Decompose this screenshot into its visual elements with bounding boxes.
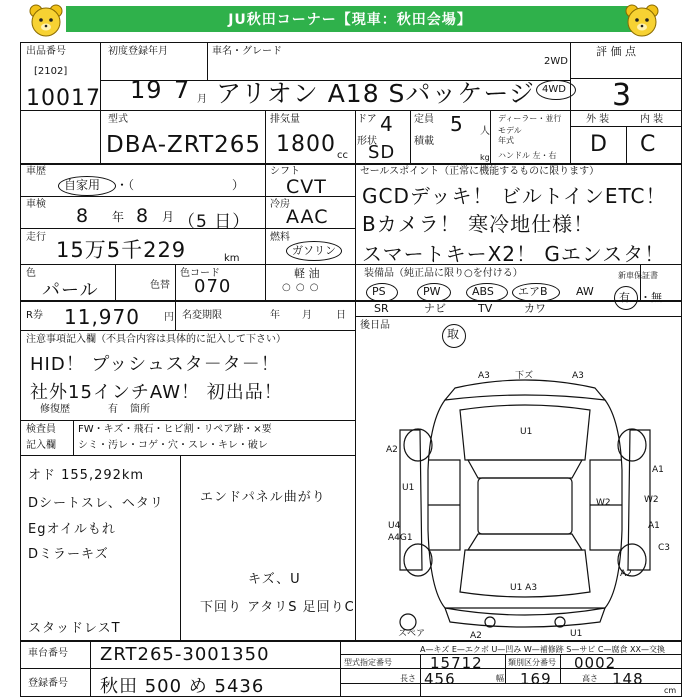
inspector-label: 検査員	[26, 424, 56, 435]
recycle-label: R券	[26, 310, 43, 321]
warranty-yes: 有	[619, 291, 630, 304]
name-change-day: 日	[336, 310, 346, 321]
first-reg-year: 19	[130, 76, 163, 104]
interior-label: 内 装	[640, 114, 664, 125]
repair-place: 箇所	[130, 404, 150, 415]
exterior-label: 外 装	[586, 114, 610, 125]
chassis-value: ZRT265-3001350	[100, 644, 270, 665]
handle-label: ハンドル 左・右	[498, 151, 557, 160]
shape-label: 形状	[357, 136, 377, 147]
equip-sr: SR	[374, 302, 389, 315]
displacement-label: 排気量	[270, 114, 300, 125]
width-label: 幅	[496, 674, 504, 683]
interior-note-1: オド 155,292km	[28, 468, 145, 483]
type-designation-label: 型式指定番号	[344, 658, 392, 667]
lot-label: 出品番号	[26, 46, 66, 57]
mark-right-fender: A1	[652, 465, 664, 475]
warranty-no: ・無	[640, 291, 662, 304]
interior-note-5: スタッドレスT	[28, 621, 121, 636]
capacity-label: 定員	[414, 114, 434, 125]
color-value: パール	[42, 280, 99, 301]
height-value: 148	[612, 670, 644, 688]
mark-left-rear-door: U4	[388, 521, 401, 531]
length-label: 長さ	[400, 674, 416, 683]
entry-label: 記入欄	[26, 440, 56, 451]
interior-note-4: Dミラーキズ	[28, 547, 109, 562]
name-change-year: 年	[270, 310, 280, 321]
exterior-note-2: キズ、U	[248, 572, 301, 587]
lot-code: [2102]	[34, 66, 68, 77]
mark-rear-left: A2	[470, 631, 482, 640]
inspection-year-unit: 年	[112, 210, 125, 224]
equip-pw: PW	[423, 285, 441, 298]
load-label: 積載	[414, 136, 434, 147]
aircon-value: AAC	[286, 206, 329, 228]
class-label: 類別区分番号	[508, 658, 556, 667]
capacity-value: 5	[450, 112, 464, 136]
inspection-month-unit: 月	[162, 210, 175, 224]
mark-left-rear-door-2: A4G1	[388, 533, 413, 543]
mileage-label: 走行	[26, 232, 46, 243]
model-value: DBA-ZRT265	[106, 132, 262, 158]
page-header	[0, 0, 700, 40]
inspection-label: 車検	[26, 199, 46, 210]
reg-number-value: 秋田 500 め 5436	[100, 676, 265, 697]
inspection-year: 8	[76, 205, 90, 227]
reg-number-label: 登録番号	[28, 678, 68, 689]
usage-close: ）	[232, 178, 245, 192]
mark-hood: U1	[520, 427, 533, 437]
lot-number: 10017	[26, 86, 101, 111]
mileage-value: 15万5千229	[56, 238, 187, 262]
notes-label: 注意事項記入欄（不具合内容は具体的に記入して下さい）	[26, 334, 286, 345]
damage-legend: A—キズ E—エクボ U—凹み W—補修跡 S—サビ C—腐食 XX—交換	[420, 645, 666, 654]
car-name-label: 車名・グレード	[212, 46, 282, 57]
first-reg-unit: 月	[197, 94, 207, 105]
fuel-label: 燃料	[270, 232, 290, 243]
mark-front-center: 下ズ	[515, 371, 534, 381]
equip-cawa: カワ	[524, 302, 546, 315]
car-damage-diagram	[360, 360, 682, 640]
repair-label: 修復歴	[40, 404, 70, 415]
equip-ps: PS	[372, 285, 386, 298]
mileage-unit: km	[224, 253, 240, 264]
fuel-diesel: 軽 油	[294, 267, 320, 280]
doors-value: 4	[380, 112, 394, 136]
documents-value: 取	[447, 327, 460, 341]
chassis-label: 車台番号	[28, 648, 68, 659]
usage-label: 車歴	[26, 166, 46, 177]
color-code: 070	[194, 276, 232, 297]
interior-note-3: Egオイルもれ	[28, 522, 116, 537]
year-label: 年式	[498, 136, 514, 145]
name-change-month: 月	[302, 310, 312, 321]
shift-label: シフト	[270, 166, 300, 177]
car-name-value: アリオン A18 Sパッケージ	[216, 79, 535, 108]
legend-row-1: FW・キズ・飛石・ヒビ割・リペア跡・×要	[78, 424, 272, 435]
inspection-month: 8	[136, 205, 150, 227]
displacement-value: 1800	[276, 132, 336, 157]
aircon-label: 冷房	[270, 199, 290, 210]
exterior-grade: D	[590, 132, 608, 157]
class-value: 0002	[574, 654, 617, 672]
inspection-day: （5 日）	[178, 212, 251, 232]
mark-left-door: U1	[402, 483, 415, 493]
equip-navi: ナビ	[424, 302, 446, 315]
doors-label: ドア	[357, 114, 377, 125]
mark-right-quarter: A2	[620, 569, 632, 579]
recycle-value: 11,970	[64, 305, 140, 329]
sales-point-line-1: GCDデッキ！ ビルトインETC！	[362, 184, 667, 208]
usage-value: 自家用	[64, 178, 101, 192]
mascot-bear-icon	[624, 2, 660, 38]
repair-value: 有	[108, 404, 118, 415]
notes-line-2: 社外15インチAW！ 初出品！	[30, 382, 283, 403]
recycle-unit: 円	[164, 312, 174, 323]
drive-2wd: 2WD	[544, 56, 568, 67]
width-value: 169	[520, 670, 552, 688]
shape-value: SD	[368, 142, 396, 163]
equip-tv: TV	[478, 302, 493, 315]
mark-spare: スペア	[398, 629, 426, 639]
mark-front-left: A3	[478, 371, 490, 381]
sales-point-line-3: スマートキーX2！ Gエンスタ！	[362, 242, 666, 266]
capacity-unit: 人	[480, 126, 490, 137]
grade-score: 3	[612, 78, 633, 113]
exterior-note-1: エンドパネル曲がり	[200, 490, 326, 505]
grade-label: 評 価 点	[596, 45, 636, 58]
dimensions-unit: cm	[664, 686, 677, 695]
new-warranty-label: 新車保証書	[618, 271, 658, 280]
dealer-label: ディーラー・並行	[498, 114, 562, 123]
mark-right-door-1: W2	[596, 498, 611, 508]
fuel-gasoline: ガソリン	[292, 244, 336, 257]
equip-airbag: エアB	[518, 285, 548, 298]
first-reg-label: 初度登録年月	[108, 46, 168, 57]
mark-right-door-2: W2	[644, 495, 659, 505]
drive-4wd: 4WD	[542, 84, 566, 95]
usage-rest: ・（	[116, 178, 135, 192]
sales-point-label: セールスポイント（正常に機能するものに限ります）	[360, 166, 600, 177]
load-unit: kg	[480, 153, 490, 162]
mark-rear-right: U1	[570, 629, 583, 639]
height-label: 高さ	[582, 674, 598, 683]
interior-grade: C	[640, 132, 657, 157]
equipment-label: 装備品（純正品に限り○を付ける）	[364, 268, 523, 279]
mark-right-rear: A1	[648, 521, 660, 531]
model-year-label: モデル	[498, 126, 522, 135]
documents-label: 後日品	[360, 320, 390, 331]
mark-trunk: U1 A3	[510, 583, 538, 593]
equip-abs: ABS	[472, 285, 494, 298]
name-change-label: 名変期限	[182, 310, 222, 321]
length-value: 456	[424, 670, 456, 688]
mark-right-rear-2: C3	[658, 543, 671, 553]
equip-aw: AW	[576, 285, 594, 298]
exterior-note-3: 下回り アタリS 足回りC	[200, 600, 355, 615]
legend-row-2: シミ・汚レ・コゲ・穴・スレ・キレ・破レ	[78, 440, 268, 451]
color-code-label: 色コード	[180, 268, 220, 279]
type-designation-value: 15712	[430, 654, 483, 672]
displacement-unit: cc	[337, 150, 348, 161]
shift-value: CVT	[286, 176, 327, 198]
first-reg-month: 7	[174, 76, 191, 104]
mark-front-right: A3	[572, 371, 584, 381]
color-label: 色	[26, 268, 36, 279]
mark-left-front-fender: A2	[386, 445, 398, 455]
mascot-bear-icon	[28, 2, 64, 38]
interior-note-2: Dシートスレ、ヘタリ	[28, 496, 164, 511]
header-title: JU秋田コーナー【現車：秋田会場】	[66, 6, 634, 32]
color-tone-label: 色替	[150, 280, 170, 291]
sales-point-line-2: Bカメラ！ 寒冷地仕様！	[362, 212, 595, 236]
notes-line-1: HID！ プッシュスタ－タ－！	[30, 354, 280, 375]
model-label: 型式	[108, 114, 128, 125]
